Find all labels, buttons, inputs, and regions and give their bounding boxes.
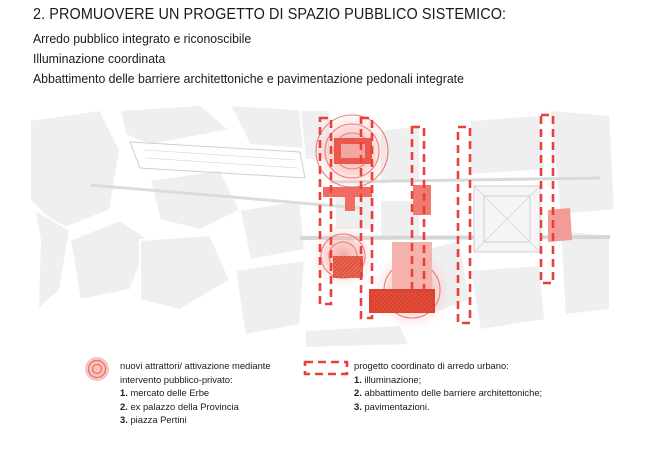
attractor-item: 2. ex palazzo della Provincia [120,400,239,412]
subtitle-barriers: Abbattimento delle barriere architettoniche e pavimentazione pedonali integrate [33,71,464,86]
furniture-item: 1. illuminazione; [354,373,422,385]
corridor-legend-icon [303,359,349,377]
subtitle-furniture: Arredo pubblico integrato e riconoscibile [33,31,252,46]
page-title: 2. PROMUOVERE UN PROGETTO DI SPAZIO PUBBLICO SISTEMICO: [33,6,507,23]
attractors-legend [120,359,271,427]
urban-plan-map [0,90,650,350]
furniture-item: 3. pavimentazioni. [354,400,430,412]
attractors-intro-1: nuovi attrattori/ attivazione mediante [120,360,271,371]
subtitle-lighting: Illuminazione coordinata [33,51,166,66]
attractors-intro-2: intervento pubblico-privato: [120,373,233,385]
furniture-intro: progetto coordinato di arredo urbano: [354,360,509,371]
attractor-item: 1. mercato delle Erbe [120,387,210,399]
furniture-item: 2. abbattimento delle barriere architettoniche; [354,387,543,399]
piazza-square [474,186,540,252]
attractor-legend-icon [84,356,110,382]
attractor-item: 3. piazza Pertini [120,414,187,426]
furniture-legend [354,359,542,413]
